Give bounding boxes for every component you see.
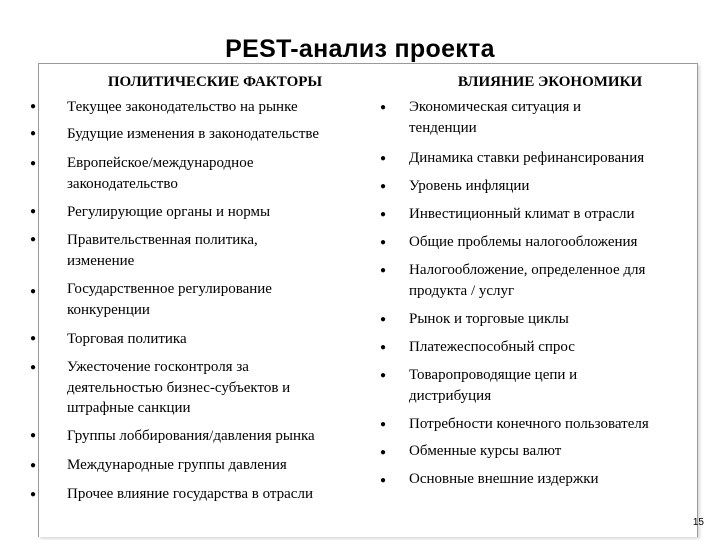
bullet-icon: ● [30, 101, 37, 112]
list-item: Будущие изменения в законодательстве [67, 126, 320, 142]
bullet-icon: ● [380, 102, 387, 113]
list-item: Ужесточение госконтроля за деятельностью бизнес-субъектов и штрафные санкции [67, 359, 291, 416]
bullet-icon: ● [30, 333, 37, 344]
bullet-icon: ● [30, 234, 37, 245]
bullet-icon: ● [380, 475, 387, 486]
bullet-icon: ● [30, 286, 37, 297]
list-item: Экономическая ситуация и тенденции [409, 99, 582, 136]
list-item: Инвестиционный климат в отрасли [409, 206, 635, 222]
list-item: Динамика ставки рефинансирования [409, 150, 645, 166]
bullet-icon: ● [30, 206, 37, 217]
bullet-icon: ● [380, 447, 387, 458]
list-item: Уровень инфляции [409, 178, 530, 194]
list-item: Группы лоббирования/давления рынка [67, 428, 315, 444]
bullet-icon: ● [380, 419, 387, 430]
bullet-icon: ● [30, 158, 37, 169]
list-item: Торговая политика [67, 331, 187, 347]
bullet-icon: ● [380, 265, 387, 276]
list-item: Европейское/международное законодательство [67, 155, 254, 192]
list-item: Регулирующие органы и нормы [67, 204, 271, 220]
bullet-icon: ● [30, 489, 37, 500]
bullet-icon: ● [30, 430, 37, 441]
bullet-icon: ● [380, 342, 387, 353]
list-item: Рынок и торговые циклы [409, 311, 569, 327]
bullet-icon: ● [380, 153, 387, 164]
list-item: Прочее влияние государства в отрасли [67, 486, 313, 502]
economic-header: ВЛИЯНИЕ ЭКОНОМИКИ [457, 74, 643, 90]
bullet-icon: ● [30, 128, 37, 139]
page-title: PEST-анализ проекта [225, 35, 495, 63]
political-header: ПОЛИТИЧЕСКИЕ ФАКТОРЫ [107, 74, 323, 90]
bullet-icon: ● [380, 370, 387, 381]
page-number: 15 [692, 517, 704, 528]
list-item: Государственное регулирование конкуренции [67, 281, 272, 318]
list-item: Товаропроводящие цепи и дистрибуция [409, 367, 578, 404]
bullet-icon: ● [30, 362, 37, 373]
list-item: Потребности конечного пользователя [409, 416, 649, 432]
list-item: Международные группы давления [67, 457, 287, 473]
bullet-icon: ● [30, 460, 37, 471]
bullet-icon: ● [380, 314, 387, 325]
list-item: Текущее законодательство на рынке [67, 99, 298, 115]
list-item: Основные внешние издержки [409, 471, 599, 487]
list-item: Обменные курсы валют [409, 443, 562, 459]
list-item: Платежеспособный спрос [409, 339, 575, 355]
bullet-icon: ● [380, 181, 387, 192]
list-item: Налогообложение, определенное для продукта / услуг [409, 262, 646, 299]
list-item: Правительственная политика, изменение [67, 232, 258, 269]
bullet-icon: ● [380, 209, 387, 220]
bullet-icon: ● [380, 237, 387, 248]
list-item: Общие проблемы налогообложения [409, 234, 638, 250]
